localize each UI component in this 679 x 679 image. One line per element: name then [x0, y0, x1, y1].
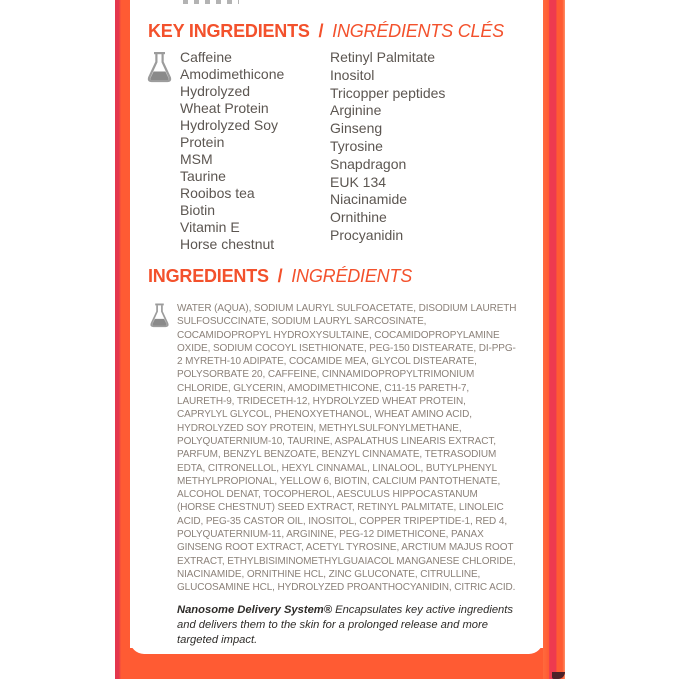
ingredient-item: Snapdragon	[330, 155, 407, 172]
key-ingredients-heading-fr: INGRÉDIENTS CLÉS	[332, 21, 504, 41]
heading-separator: /	[277, 266, 283, 286]
ingredient-item: Vitamin E	[180, 219, 240, 235]
ingredient-item: Ginseng	[330, 120, 383, 137]
ingredient-item: Niacinamide	[330, 191, 408, 208]
ingredient-item: Tricopper peptides	[330, 84, 446, 101]
heading-separator: /	[318, 21, 324, 41]
ingredient-item: MSM	[180, 151, 213, 167]
ingredient-item: Hydrolyzed Wheat Protein	[180, 83, 269, 116]
ingredient-item: Taurine	[180, 168, 226, 184]
ingredient-item: Horse chestnut	[180, 236, 275, 252]
ingredient-item: Ornithine	[330, 209, 387, 226]
ingredient-item: Tyrosine	[330, 137, 383, 154]
ingredient-item: Amodimethicone	[180, 66, 285, 82]
ingredient-item: Procyanidin	[330, 226, 404, 243]
ingredient-item: Inositol	[330, 66, 375, 83]
ingredients-full-list: WATER (AQUA), SODIUM LAURYL SULFOACETATE, DISODIUM LAURETH SULFOSUCCINATE, SODIUM LAURYL SARCOSINATE, COCAMIDOPROPYL HYDROXYSULTAINE, COCAMIDOPROPYLAMINE OXIDE, SODIUM COCOYL ISETHIONATE, PEG-150 DISTEARATE, DI-PPG-2 MYRETH-10 ADIPATE, COCAMIDE MEA, GLYCOL DISTEARATE, POLYSORBATE 20, CAFFEINE, CINNAMIDOPROPYLTRIMONIUM CHLORIDE, GLYCERIN, AMODIMETHICONE, C11-15 PARETH-7, LAURETH-9, TRIDECETH-12, HYDROLYZED WHEAT PROTEIN, CAPRYLYL GLYCOL, PHENOXYETHANOL, WHEAT AMINO ACID, HYDROLYZED SOY PROTEIN, METHYLSULFONYLMETHANE, POLYQUATERNIUM-10, TAURINE, ASPALATHUS LINEARIS EXTRACT, PARFUM, BENZYL BENZOATE, BENZYL CINNAMATE, TETRASODIUM EDTA, CITRONELLOL, HEXYL CINNAMAL, LINALOOL, BUTYLPHENYL METHYLPROPIONAL, YELLOW 6, BIOTIN, CALCIUM PANTOTHENATE, ALCOHOL DENAT, TOCOPHEROL, AESCULUS HIPPOCASTANUM (HORSE CHESTNUT) SEED EXTRACT, RETINYL PALMITATE, LINOLEIC ACID, PEG-35 CASTOR OIL, INOSITOL, COPPER TRIPEPTIDE-1, RED 4, POLYQUATERNIUM-11, ARGININE, PEG-12 DIMETHICONE, PANAX GINSENG ROOT EXTRACT, ACETYL TYROSINE, ARCTIUM MAJUS ROOT EXTRACT, ETHYLBISIMINOMETHYLGUAIACOL MANGANESE CHLORIDE, NIACINAMIDE, ORNITHINE HCL, ZINC GLUCONATE, CITRULLINE, GLUCOSAMINE HCL, HYDROLYZED PROANTHOCYANIDIN, CITRIC ACID.	[177, 303, 517, 594]
ingredient-item: Retinyl Palmitate	[330, 49, 436, 65]
ingredients-heading	[148, 266, 412, 287]
key-ingredients-heading	[148, 21, 504, 42]
label-frame-right-edge	[543, 0, 565, 679]
cropped-text-remnant	[183, 0, 239, 4]
ingredient-item: Hydrolyzed Soy Protein	[180, 117, 279, 150]
key-ingredients-heading-en: KEY INGREDIENTS	[148, 21, 310, 41]
nanosome-note-text: Encapsulates key active ingredients and delivers them to the skin for a prolonged release and more targeted impact.	[177, 604, 513, 646]
flask-icon	[149, 303, 170, 330]
label-frame-left-edge	[115, 0, 130, 679]
ingredients-heading-fr: INGRÉDIENTS	[291, 266, 413, 286]
nanosome-note-title: Nanosome Delivery System®	[177, 604, 332, 616]
ingredients-heading-en: INGREDIENTS	[148, 266, 269, 286]
flask-icon	[146, 52, 173, 85]
ingredient-item: Caffeine	[180, 49, 232, 65]
key-ingredients-column-1	[180, 49, 286, 253]
ingredient-item: EUK 134	[330, 173, 387, 190]
ingredient-item: Arginine	[330, 102, 382, 119]
ingredient-item: Rooibos tea	[180, 185, 255, 201]
nanosome-note	[177, 603, 527, 648]
ingredient-item: Biotin	[180, 202, 216, 218]
key-ingredients-column-2	[330, 49, 505, 245]
